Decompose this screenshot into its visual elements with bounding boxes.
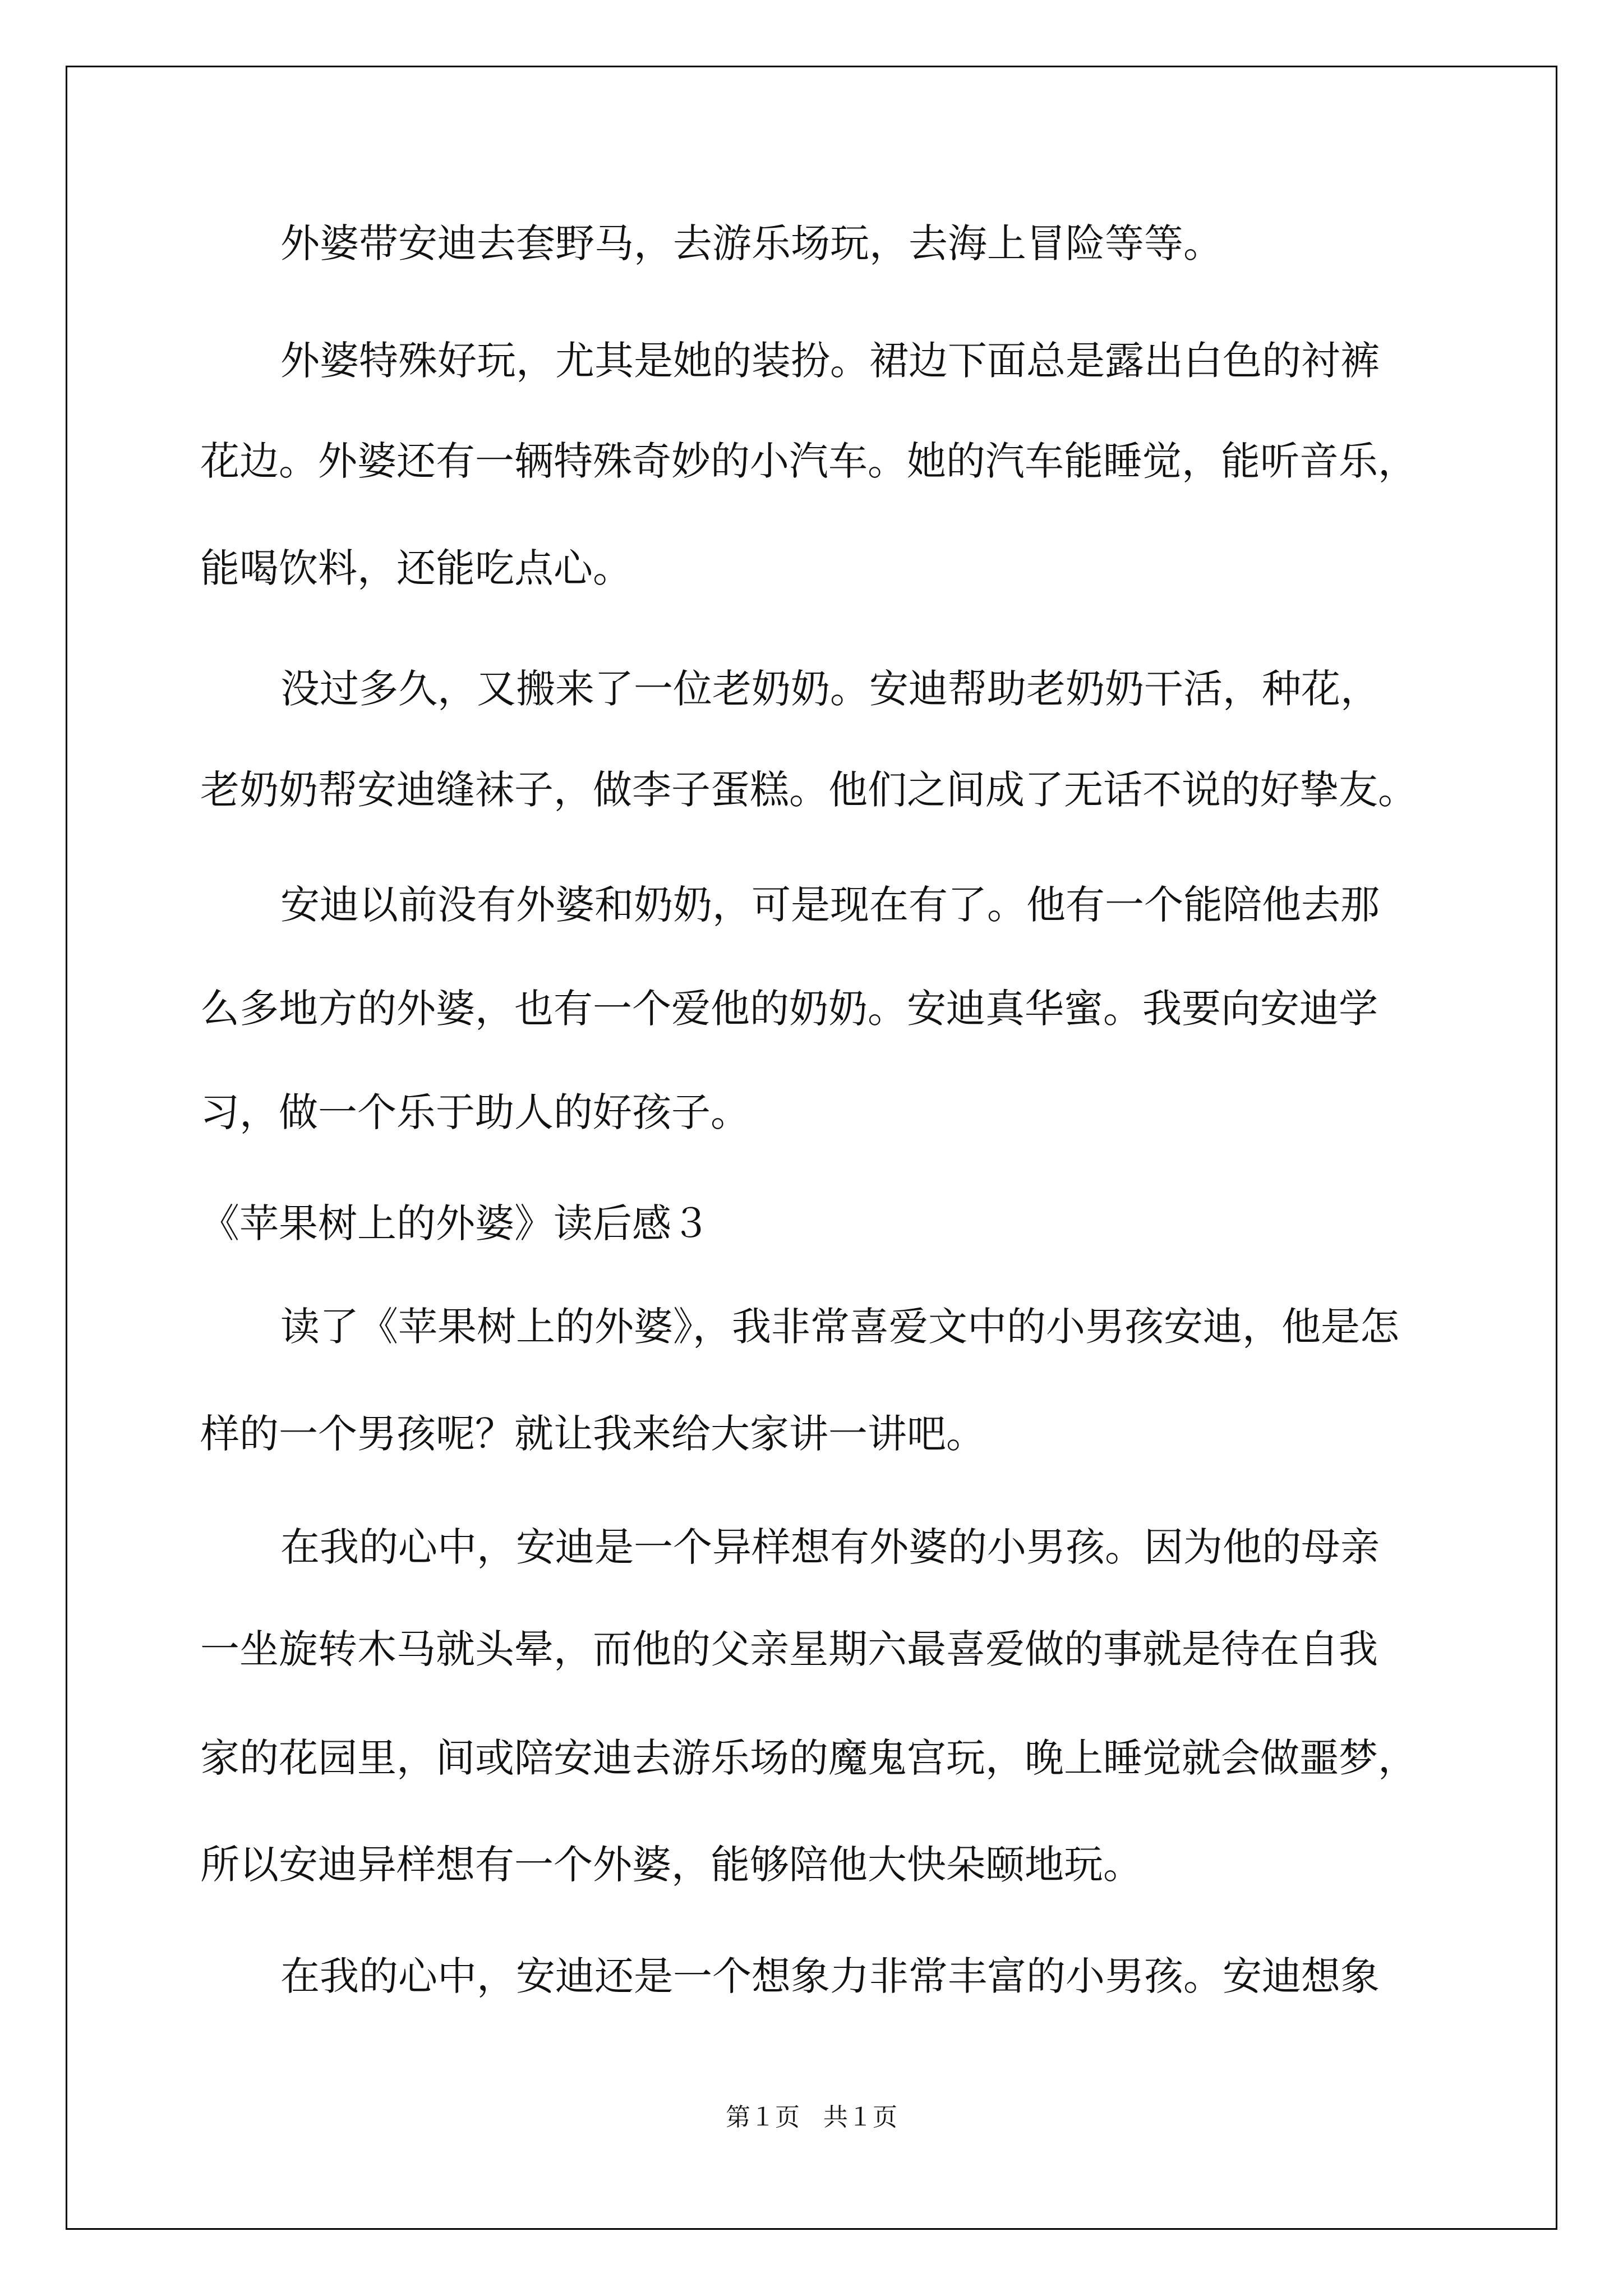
- text-line-13: 在我的心中，安迪是一个异样想有外婆的小男孩。因为他的母亲: [280, 1524, 1380, 1570]
- text-line-12: 样的一个男孩呢？就让我来给大家讲一讲吧。: [200, 1411, 985, 1457]
- page-border: [66, 66, 1557, 2230]
- text-line-4: 能喝饮料，还能吃点心。: [200, 545, 632, 591]
- text-line-11: 读了《苹果树上的外婆》，我非常喜爱文中的小男孩安迪，他是怎: [280, 1304, 1399, 1350]
- text-line-7: 安迪以前没有外婆和奶奶，可是现在有了。他有一个能陪他去那: [280, 882, 1380, 928]
- text-line-14: 一坐旋转木马就头晕，而他的父亲星期六最喜爱做的事就是待在自我: [200, 1626, 1378, 1672]
- page-total: 共１页: [823, 2103, 897, 2132]
- text-line-9: 习，做一个乐于助人的好孩子。: [200, 1089, 750, 1135]
- text-line-6: 老奶奶帮安迪缝袜子，做李子蛋糕。他们之间成了无话不说的好挚友。: [200, 767, 1417, 813]
- text-line-16: 所以安迪异样想有一个外婆，能够陪他大快朵颐地玩。: [200, 1842, 1142, 1888]
- text-line-3: 花边。外婆还有一辆特殊奇妙的小汽车。她的汽车能睡觉，能听音乐，: [200, 438, 1417, 484]
- text-line-2: 外婆特殊好玩，尤其是她的装扮。裙边下面总是露出白色的衬裤: [280, 338, 1380, 384]
- page-number: 第１页: [726, 2103, 800, 2132]
- text-line-1: 外婆带安迪去套野马，去游乐场玩，去海上冒险等等。: [280, 220, 1223, 266]
- text-line-8: 么多地方的外婆，也有一个爱他的奶奶。安迪真华蜜。我要向安迪学: [200, 986, 1378, 1032]
- section-heading: 《苹果树上的外婆》读后感３: [200, 1200, 711, 1246]
- text-line-17: 在我的心中，安迪还是一个想象力非常丰富的小男孩。安迪想象: [280, 1953, 1380, 1999]
- text-line-15: 家的花园里，间或陪安迪去游乐场的魔鬼宫玩，晚上睡觉就会做噩梦，: [200, 1735, 1417, 1781]
- text-line-5: 没过多久，又搬来了一位老奶奶。安迪帮助老奶奶干活，种花，: [280, 666, 1380, 712]
- page-footer: [0, 2101, 1623, 2134]
